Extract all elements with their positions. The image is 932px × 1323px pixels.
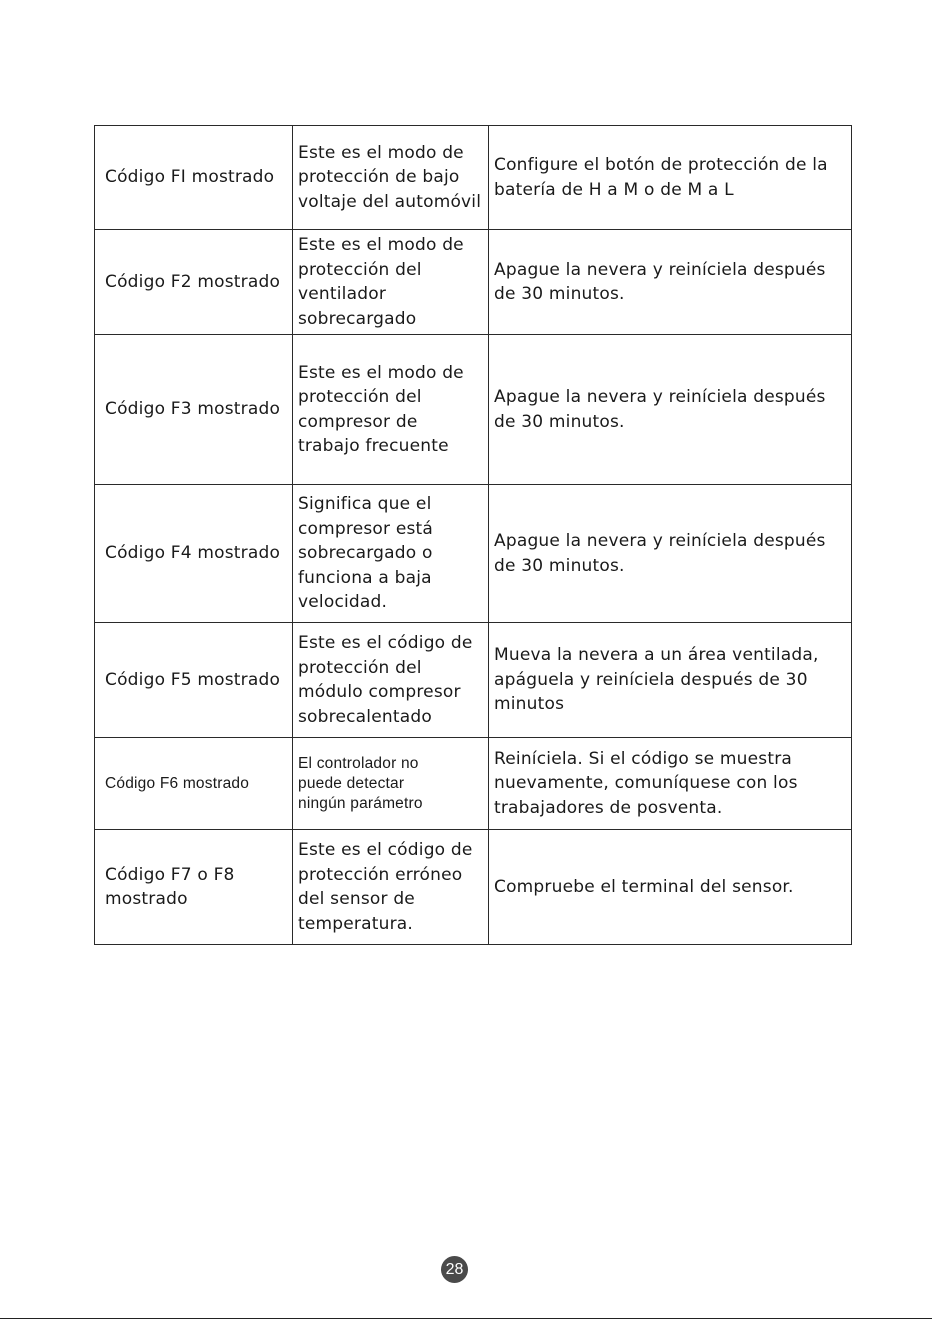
action-cell (489, 623, 852, 738)
action-text: Configure el botón de protección de la batería de H a M o de M a L (494, 155, 828, 200)
action-cell (489, 335, 852, 485)
action-cell (489, 126, 852, 230)
error-code-text: Código FI mostrado (105, 167, 275, 188)
action-text: Apague la nevera y reiníciela después de 30 minutos. (494, 259, 826, 304)
meaning-cell (293, 230, 489, 335)
meaning-cell (293, 126, 489, 230)
action-cell (489, 738, 852, 830)
action-text: Compruebe el terminal del sensor. (494, 876, 794, 897)
meaning-text: El controlador no puede detectar ningún parámetro (298, 754, 423, 812)
bottom-divider (0, 1318, 932, 1319)
table-row (95, 335, 852, 485)
error-code-table (94, 125, 852, 945)
error-code-cell (95, 335, 293, 485)
action-text: Apague la nevera y reiníciela después de 30 minutos. (494, 531, 826, 576)
error-code-cell (95, 230, 293, 335)
action-cell (489, 830, 852, 945)
error-code-cell (95, 126, 293, 230)
action-cell (489, 485, 852, 623)
error-code-cell (95, 830, 293, 945)
action-text: Apague la nevera y reiníciela después de 30 minutos. (494, 387, 826, 432)
error-code-text: Código F5 mostrado (105, 669, 281, 690)
table-row (95, 230, 852, 335)
action-text: Reiníciela. Si el código se muestra nuevamente, comuníquese con los trabajadores de posventa. (494, 748, 798, 818)
meaning-text: Este es el código de protección erróneo del sensor de temperatura. (298, 840, 473, 934)
error-code-cell (95, 485, 293, 623)
table-row (95, 623, 852, 738)
meaning-text: Este es el código de protección del módulo compresor sobrecalentado (298, 633, 473, 727)
page-number-badge: 28 (441, 1256, 468, 1283)
table-row (95, 126, 852, 230)
table-row (95, 485, 852, 623)
error-code-cell (95, 738, 293, 830)
action-text: Mueva la nevera a un área ventilada, apáguela y reiníciela después de 30 minutos (494, 645, 819, 715)
error-code-cell (95, 623, 293, 738)
meaning-cell (293, 830, 489, 945)
meaning-cell (293, 738, 489, 830)
meaning-text: Este es el modo de protección del ventilador sobrecargado (298, 235, 464, 329)
meaning-cell (293, 335, 489, 485)
action-cell (489, 230, 852, 335)
meaning-text: Este es el modo de protección de bajo voltaje del automóvil (298, 142, 482, 212)
table-row (95, 830, 852, 945)
error-code-text: Código F6 mostrado (105, 774, 250, 792)
error-code-text: Código F3 mostrado (105, 399, 281, 420)
meaning-cell (293, 623, 489, 738)
error-code-text: Código F4 mostrado (105, 543, 281, 564)
meaning-text: Significa que el compresor está sobrecargado o funciona a baja velocidad. (298, 494, 434, 613)
meaning-cell (293, 485, 489, 623)
meaning-text: Este es el modo de protección del compresor de trabajo frecuente (298, 362, 464, 456)
error-code-text: Código F7 o F8 mostrado (105, 864, 235, 909)
error-code-text: Código F2 mostrado (105, 271, 281, 292)
table-row (95, 738, 852, 830)
